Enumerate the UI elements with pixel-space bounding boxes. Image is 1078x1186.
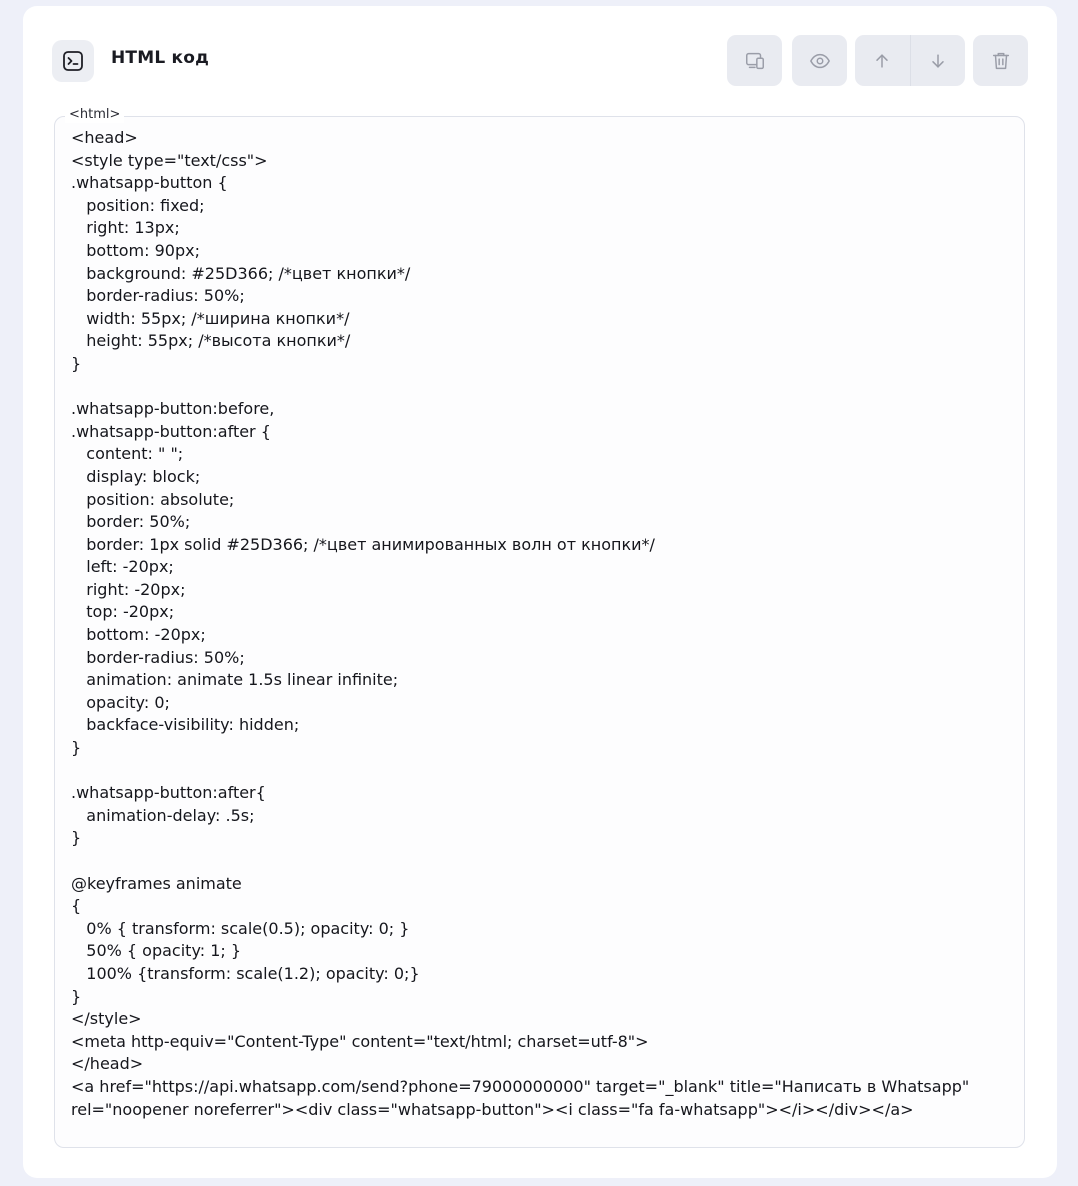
terminal-icon <box>52 40 94 82</box>
html-code-field[interactable] <box>54 107 1025 1148</box>
code-editor[interactable]: <head> <style type="text/css"> .whatsapp-button { position: fixed; right: 13px; bottom: 90px; background: #25D366; /*цвет кнопки*/ border-radius: 50%; width: 55px; /*ширина кнопки*/ height: 55px; /*высота кнопки*/ } .whatsapp-button:before, .whatsapp-button:after { content: " "; display: block; position: absolute; border: 50%; border: 1px solid #25D366; /*цвет анимированных волн от кнопки*/ left: -20px; right: -20px; top: -20px; bottom: -20px; border-radius: 50%; animation: animate 1.5s linear infinite; opacity: 0; backface-visibility: hidden; } .whatsapp-button:after{ animation-delay: .5s; } @keyframes animate { 0% { transform: scale(0.5); opacity: 0; } 50% { opacity: 1; } 100% {transform: scale(1.2); opacity: 0;} } </style> <meta http-equiv="Content-Type" content="text/html; charset=utf-8"> </head> <a href="https://api.whatsapp.com/send?phone=79000000000" target="_blank" title="Написать в Whatsapp" rel="noopener noreferrer"><div class="whatsapp-button"><i class="fa fa-whatsapp"></i></div></a> <box>71 128 970 1119</box>
trash-icon <box>990 50 1012 72</box>
move-down-button[interactable] <box>910 35 966 86</box>
move-up-button[interactable] <box>855 35 910 86</box>
device-icon <box>744 50 766 72</box>
html-code-block <box>23 6 1057 1178</box>
delete-button[interactable] <box>973 35 1028 86</box>
eye-icon <box>809 50 831 72</box>
preview-button[interactable] <box>792 35 847 86</box>
field-label: <html> <box>65 107 124 123</box>
move-button-group <box>855 35 965 86</box>
device-preview-button[interactable] <box>727 35 782 86</box>
block-header <box>23 6 1057 116</box>
arrow-down-icon <box>928 51 948 71</box>
block-title: HTML код <box>111 48 210 68</box>
arrow-up-icon <box>872 51 892 71</box>
